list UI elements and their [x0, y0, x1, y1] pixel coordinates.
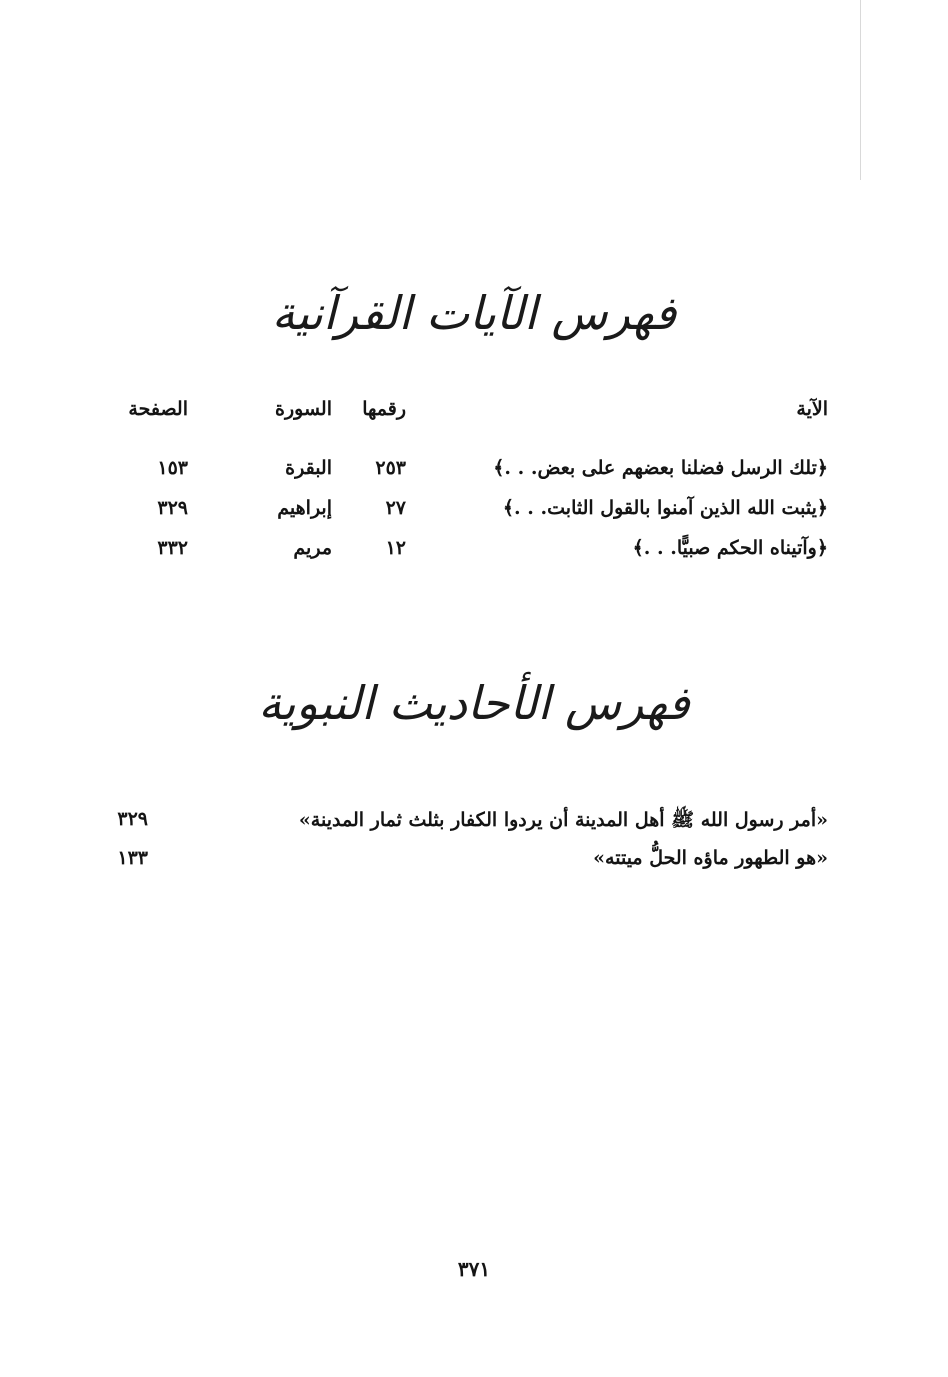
scan-edge-line	[860, 0, 861, 180]
verse-surah: مريم	[293, 537, 332, 559]
verse-page: ١٥٣	[157, 457, 188, 479]
verse-text: ﴿يثبت الله الذين آمنوا بالقول الثابت. . .﴾	[502, 497, 828, 519]
page-number: ٣٧١	[457, 1257, 491, 1281]
verses-index-title: فهرس الآيات القرآنية	[271, 286, 677, 340]
header-number: رقمها	[362, 398, 406, 420]
hadith-page: ١٣٣	[117, 847, 148, 869]
verse-surah: البقرة	[285, 457, 332, 479]
header-verse: الآية	[796, 398, 828, 420]
header-surah: السورة	[275, 398, 332, 420]
verse-number: ١٢	[385, 537, 406, 559]
verse-text: ﴿وآتيناه الحكم صبيًّا. . .﴾	[632, 537, 828, 559]
hadith-index-title: فهرس الأحاديث النبوية	[258, 676, 690, 730]
hadith-text: «هو الطهور ماؤه الحلُّ ميتته»	[593, 847, 828, 869]
verse-page: ٣٣٢	[157, 537, 188, 559]
hadith-page: ٣٢٩	[117, 808, 148, 830]
header-page: الصفحة	[128, 398, 188, 420]
hadith-text: «أمر رسول الله ﷺ أهل المدينة أن يردوا الكفار بثلث ثمار المدينة»	[298, 809, 828, 831]
verse-page: ٣٢٩	[157, 497, 188, 519]
verse-text: ﴿تلك الرسل فضلنا بعضهم على بعض. . .﴾	[493, 457, 828, 479]
verse-number: ٢٥٣	[375, 457, 406, 479]
verse-number: ٢٧	[385, 497, 406, 519]
verse-surah: إبراهيم	[277, 497, 332, 519]
